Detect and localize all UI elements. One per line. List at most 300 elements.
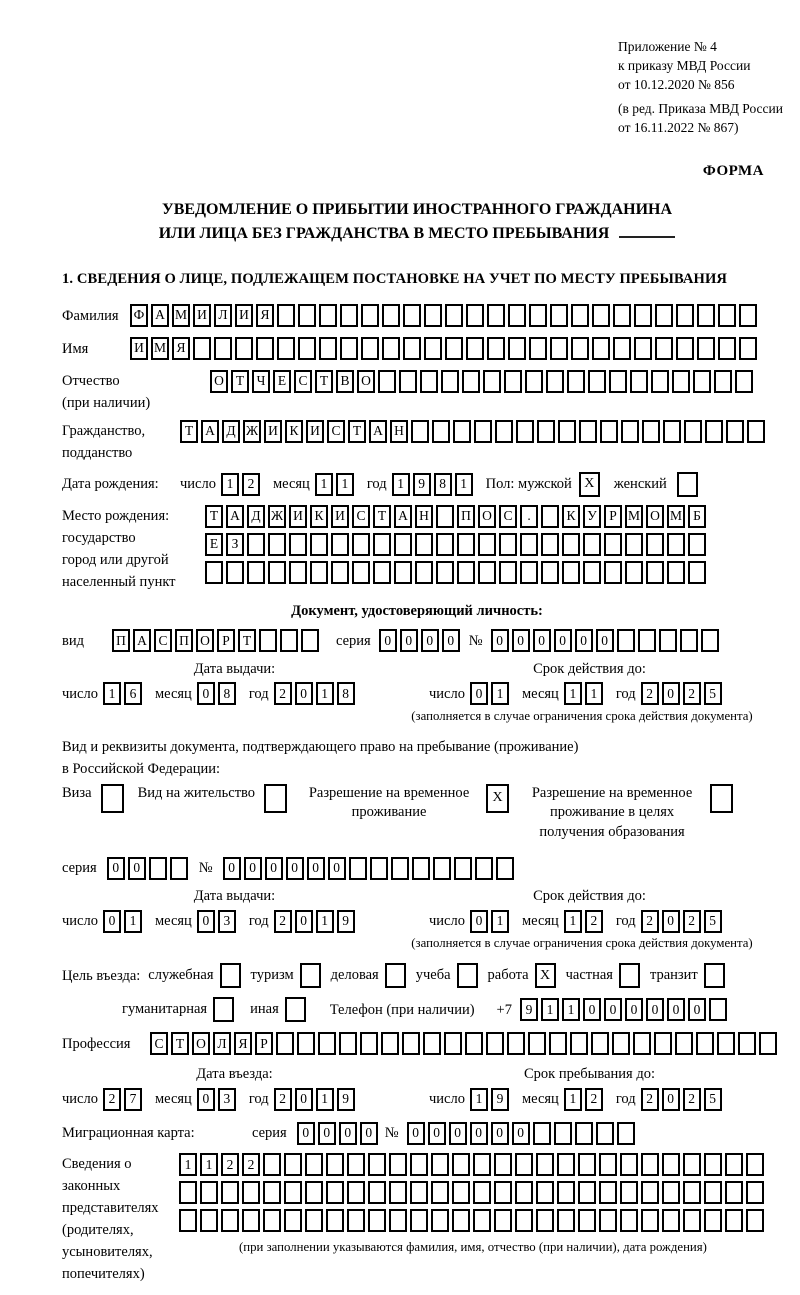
- char-box: [663, 420, 681, 443]
- other-checkbox: [285, 997, 306, 1022]
- char-box: [613, 304, 631, 327]
- char-box: [410, 1209, 428, 1232]
- residence-permit-checkbox: [264, 784, 287, 813]
- char-box: [529, 304, 547, 327]
- char-box: [441, 370, 459, 393]
- char-box: [504, 370, 522, 393]
- char-box: [621, 420, 639, 443]
- char-box: [221, 1209, 239, 1232]
- char-box: [662, 1209, 680, 1232]
- char-box: [759, 1032, 777, 1055]
- char-box: [683, 1209, 701, 1232]
- form-label: ФОРМА: [702, 163, 764, 180]
- sex-male-label: Пол: мужской: [485, 476, 572, 493]
- char-box: [651, 370, 669, 393]
- char-box: [382, 304, 400, 327]
- char-box: 2: [585, 910, 603, 933]
- char-box: [242, 1209, 260, 1232]
- residence-doc-intro: Вид и реквизиты документа, подтверждающего право на пребывание (проживание) в Российской Федерации:: [62, 738, 579, 778]
- doc-expiry-heading: Срок действия до:: [533, 660, 646, 677]
- doc-type-label: вид: [62, 632, 84, 649]
- char-box: [462, 370, 480, 393]
- char-box: И: [331, 505, 349, 528]
- char-box: О: [478, 505, 496, 528]
- char-box: Л: [213, 1032, 231, 1055]
- char-box: [318, 1032, 336, 1055]
- char-box: 2: [103, 1088, 121, 1111]
- doc-number-boxes: [491, 629, 722, 652]
- char-box: [676, 337, 694, 360]
- char-box: 1: [564, 682, 582, 705]
- char-box: [541, 505, 559, 528]
- char-box: [352, 533, 370, 556]
- char-box: [508, 304, 526, 327]
- char-box: У: [583, 505, 601, 528]
- char-box: [709, 998, 727, 1021]
- month-label: месяц: [272, 476, 310, 493]
- char-box: А: [369, 420, 387, 443]
- char-box: [452, 1153, 470, 1176]
- char-box: [319, 304, 337, 327]
- transit-checkbox: [704, 963, 725, 988]
- char-box: 2: [242, 1153, 260, 1176]
- doc-issue-heading: Дата выдачи:: [193, 660, 276, 677]
- title-blank-underline: [619, 224, 675, 238]
- doc-type-boxes: [112, 629, 322, 652]
- char-box: [546, 370, 564, 393]
- purpose-private: частная: [566, 963, 640, 988]
- work-checkbox: X: [535, 963, 556, 988]
- char-box: [347, 1153, 365, 1176]
- char-box: 0: [295, 682, 313, 705]
- char-box: [445, 304, 463, 327]
- char-box: [301, 629, 319, 652]
- surname-boxes: [130, 304, 760, 327]
- legal-representatives-row3: [179, 1209, 767, 1232]
- char-box: [373, 533, 391, 556]
- char-box: [310, 561, 328, 584]
- profession-label: Профессия: [62, 1036, 131, 1053]
- char-box: [466, 304, 484, 327]
- char-box: [575, 1122, 593, 1145]
- char-box: [423, 1032, 441, 1055]
- char-box: [562, 533, 580, 556]
- permit-issue-date: число 0 1 месяц 0 3 год 2 0 1 9: [62, 909, 407, 933]
- purpose-official: служебная: [148, 963, 240, 988]
- option-temporary-residence-education: Разрешение на временное проживание в целях получения образования: [523, 784, 733, 843]
- doc-number-label: №: [468, 632, 483, 649]
- char-box: [599, 1209, 617, 1232]
- char-box: И: [264, 420, 282, 443]
- char-box: [625, 561, 643, 584]
- char-box: [389, 1209, 407, 1232]
- phone-prefix: +7: [496, 1001, 512, 1018]
- char-box: 0: [197, 682, 215, 705]
- char-box: [466, 337, 484, 360]
- char-box: [634, 304, 652, 327]
- char-box: Р: [604, 505, 622, 528]
- surname-label: Фамилия: [62, 307, 119, 324]
- char-box: [642, 420, 660, 443]
- char-box: [630, 370, 648, 393]
- char-box: 1: [455, 473, 473, 496]
- char-box: [242, 1181, 260, 1204]
- char-box: 1: [200, 1153, 218, 1176]
- char-box: Н: [390, 420, 408, 443]
- char-box: [226, 561, 244, 584]
- char-box: [326, 1181, 344, 1204]
- char-box: [562, 561, 580, 584]
- phone-boxes: [520, 998, 730, 1021]
- char-box: [289, 533, 307, 556]
- entry-date: число 2 7 месяц 0 3 год 2 0 1 9: [62, 1087, 407, 1111]
- char-box: [604, 533, 622, 556]
- char-box: [688, 533, 706, 556]
- char-box: [399, 370, 417, 393]
- char-box: 5: [704, 910, 722, 933]
- char-box: 8: [218, 682, 236, 705]
- char-box: Н: [415, 505, 433, 528]
- title-line-2: ИЛИ ЛИЦА БЕЗ ГРАЖДАНСТВА В МЕСТО ПРЕБЫВАНИЯ: [158, 224, 610, 242]
- char-box: [431, 1181, 449, 1204]
- char-box: [436, 505, 454, 528]
- char-box: Ч: [252, 370, 270, 393]
- citizenship-label: Гражданство, подданство: [62, 422, 146, 461]
- char-box: [557, 1181, 575, 1204]
- char-box: [436, 533, 454, 556]
- char-box: [612, 1032, 630, 1055]
- char-box: [370, 857, 388, 880]
- char-box: [347, 1209, 365, 1232]
- doc-series-boxes: [379, 629, 463, 652]
- char-box: [444, 1032, 462, 1055]
- char-box: [529, 337, 547, 360]
- char-box: 0: [328, 857, 346, 880]
- char-box: 5: [704, 682, 722, 705]
- char-box: [592, 337, 610, 360]
- char-box: [452, 1181, 470, 1204]
- char-box: 0: [295, 1088, 313, 1111]
- char-box: [361, 304, 379, 327]
- char-box: 0: [491, 629, 509, 652]
- char-box: [683, 1153, 701, 1176]
- given-name-label: Имя: [62, 340, 89, 357]
- char-box: [200, 1209, 218, 1232]
- char-box: З: [226, 533, 244, 556]
- char-box: [599, 1153, 617, 1176]
- char-box: К: [285, 420, 303, 443]
- char-box: [352, 561, 370, 584]
- char-box: [368, 1209, 386, 1232]
- char-box: [319, 337, 337, 360]
- char-box: [739, 337, 757, 360]
- stay-until-date: число 1 9 месяц 1 2 год 2 0 2 5: [429, 1087, 735, 1111]
- char-box: 0: [244, 857, 262, 880]
- char-box: [205, 561, 223, 584]
- char-box: 5: [704, 1088, 722, 1111]
- char-box: [646, 561, 664, 584]
- char-box: [473, 1153, 491, 1176]
- char-box: [349, 857, 367, 880]
- char-box: 1: [179, 1153, 197, 1176]
- phone-label: Телефон (при наличии): [329, 1001, 475, 1018]
- char-box: 1: [585, 682, 603, 705]
- char-box: [592, 304, 610, 327]
- char-box: 2: [683, 1088, 701, 1111]
- birth-year-boxes: [392, 473, 476, 496]
- purpose-business: деловая: [331, 963, 406, 988]
- char-box: 2: [274, 910, 292, 933]
- char-box: Т: [373, 505, 391, 528]
- char-box: [633, 1032, 651, 1055]
- char-box: Ж: [268, 505, 286, 528]
- char-box: 0: [360, 1122, 378, 1145]
- char-box: [613, 337, 631, 360]
- purpose-transit: транзит: [650, 963, 725, 988]
- amendment-line: (в ред. Приказа МВД России: [618, 100, 783, 116]
- char-box: [704, 1209, 722, 1232]
- char-box: [193, 337, 211, 360]
- purpose-work: работа X: [488, 963, 556, 988]
- char-box: [725, 1153, 743, 1176]
- char-box: [297, 1032, 315, 1055]
- char-box: [486, 1032, 504, 1055]
- citizenship-boxes: [180, 420, 768, 443]
- char-box: [662, 1153, 680, 1176]
- char-box: [496, 857, 514, 880]
- char-box: [263, 1181, 281, 1204]
- legal-representatives-note: (при заполнении указываются фамилия, имя, отчество (при наличии), дата рождения): [239, 1240, 707, 1255]
- char-box: [714, 370, 732, 393]
- char-box: 0: [339, 1122, 357, 1145]
- temporary-residence-checkbox: X: [486, 784, 509, 813]
- char-box: М: [172, 304, 190, 327]
- char-box: 9: [337, 910, 355, 933]
- char-box: С: [150, 1032, 168, 1055]
- sex-female-checkbox: [677, 472, 698, 497]
- char-box: [659, 629, 677, 652]
- char-box: Е: [205, 533, 223, 556]
- char-box: А: [133, 629, 151, 652]
- char-box: [557, 1153, 575, 1176]
- legal-representatives-row1: [179, 1153, 767, 1176]
- char-box: [247, 561, 265, 584]
- permit-series-boxes: [107, 857, 191, 880]
- char-box: [579, 420, 597, 443]
- char-box: [515, 1181, 533, 1204]
- char-box: [424, 304, 442, 327]
- char-box: 0: [646, 998, 664, 1021]
- char-box: [277, 304, 295, 327]
- given-name-boxes: [130, 337, 760, 360]
- sex-male-checkbox: X: [579, 472, 600, 497]
- char-box: [520, 561, 538, 584]
- char-box: [617, 629, 635, 652]
- char-box: 0: [596, 629, 614, 652]
- char-box: А: [151, 304, 169, 327]
- char-box: 1: [221, 473, 239, 496]
- char-box: [739, 304, 757, 327]
- char-box: 1: [103, 682, 121, 705]
- char-box: [570, 1032, 588, 1055]
- char-box: 0: [379, 629, 397, 652]
- char-box: [654, 1032, 672, 1055]
- char-box: К: [310, 505, 328, 528]
- char-box: 1: [316, 682, 334, 705]
- patronymic-label: Отчество (при наличии): [62, 372, 151, 411]
- char-box: 1: [392, 473, 410, 496]
- char-box: 0: [103, 910, 121, 933]
- char-box: 0: [604, 998, 622, 1021]
- char-box: 1: [470, 1088, 488, 1111]
- char-box: 0: [286, 857, 304, 880]
- char-box: [235, 337, 253, 360]
- migration-card-label: Миграционная карта:: [62, 1125, 195, 1142]
- char-box: 9: [520, 998, 538, 1021]
- char-box: 1: [562, 998, 580, 1021]
- permit-number-boxes: [223, 857, 517, 880]
- char-box: 2: [641, 910, 659, 933]
- char-box: П: [457, 505, 475, 528]
- char-box: Д: [222, 420, 240, 443]
- char-box: [536, 1153, 554, 1176]
- birth-place-row3: [205, 561, 709, 584]
- char-box: О: [210, 370, 228, 393]
- char-box: [735, 370, 753, 393]
- char-box: 0: [297, 1122, 315, 1145]
- day-label: число: [180, 476, 216, 493]
- char-box: [326, 1209, 344, 1232]
- char-box: [284, 1209, 302, 1232]
- char-box: [676, 304, 694, 327]
- char-box: 2: [641, 682, 659, 705]
- char-box: [667, 561, 685, 584]
- char-box: [340, 337, 358, 360]
- char-box: 7: [124, 1088, 142, 1111]
- char-box: [256, 337, 274, 360]
- char-box: [499, 533, 517, 556]
- char-box: Т: [171, 1032, 189, 1055]
- legal-representatives-label: Сведения о законных представителях (родителях, усыновителях, попечителях): [62, 1156, 159, 1283]
- char-box: 3: [218, 1088, 236, 1111]
- char-box: 1: [315, 473, 333, 496]
- char-box: [457, 533, 475, 556]
- char-box: [382, 337, 400, 360]
- char-box: 1: [316, 1088, 334, 1111]
- char-box: 2: [221, 1153, 239, 1176]
- char-box: [596, 1122, 614, 1145]
- char-box: [412, 857, 430, 880]
- char-box: [305, 1209, 323, 1232]
- char-box: 1: [336, 473, 354, 496]
- char-box: [368, 1153, 386, 1176]
- char-box: [415, 561, 433, 584]
- char-box: [536, 1181, 554, 1204]
- char-box: И: [130, 337, 148, 360]
- permit-series-label: серия: [62, 860, 97, 877]
- char-box: [289, 561, 307, 584]
- appendix-line: к приказу МВД России: [618, 57, 751, 73]
- char-box: 0: [512, 629, 530, 652]
- char-box: [704, 1153, 722, 1176]
- char-box: [478, 533, 496, 556]
- char-box: Л: [214, 304, 232, 327]
- char-box: [620, 1153, 638, 1176]
- char-box: [473, 1181, 491, 1204]
- birth-place-label: Место рождения: государство город или другой населенный пункт: [62, 507, 176, 590]
- char-box: [528, 1032, 546, 1055]
- char-box: В: [336, 370, 354, 393]
- year-label: год: [366, 476, 387, 493]
- char-box: Т: [238, 629, 256, 652]
- temporary-residence-education-checkbox: [710, 784, 733, 813]
- humanitarian-checkbox: [213, 997, 234, 1022]
- private-checkbox: [619, 963, 640, 988]
- char-box: [558, 420, 576, 443]
- char-box: 0: [295, 910, 313, 933]
- char-box: Т: [231, 370, 249, 393]
- char-box: [475, 857, 493, 880]
- char-box: [424, 337, 442, 360]
- char-box: Т: [315, 370, 333, 393]
- char-box: [726, 420, 744, 443]
- char-box: О: [196, 629, 214, 652]
- char-box: Ж: [243, 420, 261, 443]
- doc-expiry-date: число 0 1 месяц 1 1 год 2 0 2 5: [429, 682, 735, 706]
- char-box: [537, 420, 555, 443]
- char-box: [305, 1153, 323, 1176]
- char-box: 1: [491, 682, 509, 705]
- char-box: [305, 1181, 323, 1204]
- char-box: [474, 420, 492, 443]
- char-box: [494, 1153, 512, 1176]
- char-box: [508, 337, 526, 360]
- migration-number-label: №: [384, 1125, 399, 1142]
- page-title: [62, 198, 772, 244]
- char-box: [693, 370, 711, 393]
- char-box: И: [306, 420, 324, 443]
- char-box: Я: [234, 1032, 252, 1055]
- char-box: [403, 304, 421, 327]
- char-box: [276, 1032, 294, 1055]
- char-box: 8: [337, 682, 355, 705]
- char-box: [697, 304, 715, 327]
- purpose-other: иная: [250, 997, 306, 1022]
- char-box: [494, 1209, 512, 1232]
- official-checkbox: [220, 963, 241, 988]
- char-box: 0: [197, 910, 215, 933]
- char-box: [499, 561, 517, 584]
- char-box: 2: [683, 910, 701, 933]
- char-box: И: [235, 304, 253, 327]
- char-box: О: [357, 370, 375, 393]
- char-box: [331, 533, 349, 556]
- char-box: [516, 420, 534, 443]
- char-box: 0: [470, 1122, 488, 1145]
- char-box: 0: [107, 857, 125, 880]
- char-box: [549, 1032, 567, 1055]
- char-box: А: [226, 505, 244, 528]
- char-box: [701, 629, 719, 652]
- char-box: [646, 533, 664, 556]
- char-box: [170, 857, 188, 880]
- char-box: А: [201, 420, 219, 443]
- char-box: 2: [274, 1088, 292, 1111]
- char-box: [436, 561, 454, 584]
- char-box: [641, 1181, 659, 1204]
- char-box: [378, 370, 396, 393]
- char-box: [179, 1209, 197, 1232]
